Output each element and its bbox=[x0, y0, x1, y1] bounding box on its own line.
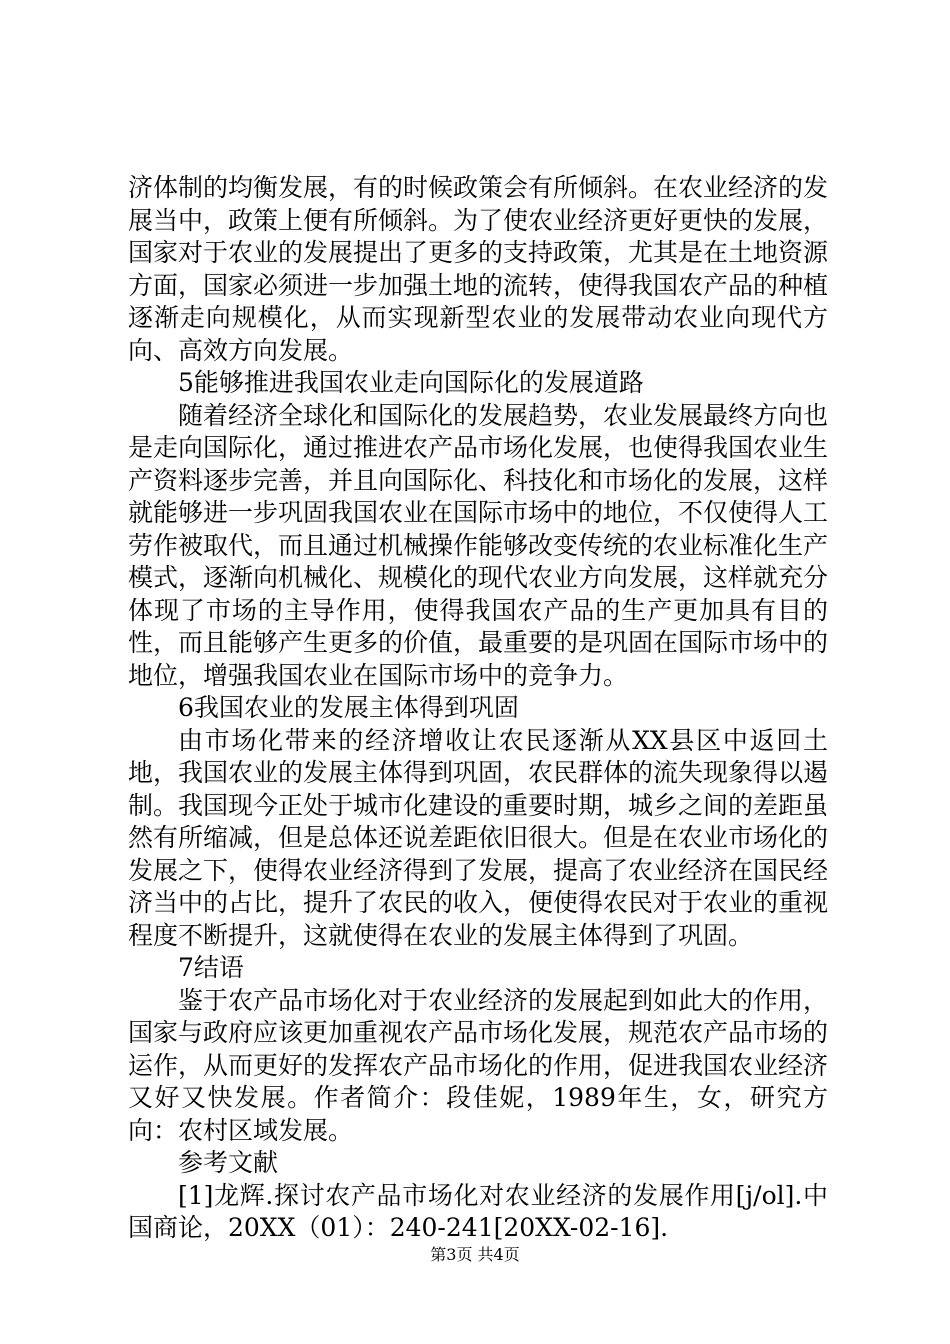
section-heading-5: 5能够推进我国农业走向国际化的发展道路 bbox=[178, 368, 644, 397]
references-heading: 参考文献 bbox=[178, 1148, 279, 1177]
paragraph-policy: 济体制的均衡发展，有的时候政策会有所倾斜。在农业经济的发展当中，政策上便有所倾斜。为了使农业经济更好更快的发展，国家对于农业的发展提出了更多的支持政策，尤其是在土地资源方面，国家必须进一步加强土地的流转，使得我国农产品的种植逐渐走向规模化，从而实现新型农业的发展带动农业向现代方向、高效方向发展。 bbox=[128, 173, 829, 365]
document-body bbox=[128, 172, 828, 1245]
section-heading-6: 6我国农业的发展主体得到巩固 bbox=[178, 693, 519, 722]
paragraph-conclusion: 鉴于农产品市场化对于农业经济的发展起到如此大的作用，国家与政府应该更加重视农产品市场化发展，规范农产品市场的运作，从而更好的发挥农产品市场化的作用，促进我国农业经济又好又快发展。作者简介：段佳妮，1989年生，女，研究方向：农村区域发展。 bbox=[128, 985, 829, 1145]
section-heading-7: 7结语 bbox=[178, 953, 244, 982]
paragraph-development-subject: 由市场化带来的经济增收让农民逐渐从XX县区中返回土地，我国农业的发展主体得到巩固，农民群体的流失现象得以遏制。我国现今正处于城市化建设的重要时期，城乡之间的差距虽然有所缩减，但是总体还说差距依旧很大。但是在农业市场化的发展之下，使得农业经济得到了发展，提高了农业经济在国民经济当中的占比，提升了农民的收入，便使得农民对于农业的重视程度不断提升，这就使得在农业的发展主体得到了巩固。 bbox=[128, 725, 829, 950]
reference-entry-1: [1]龙辉.探讨农产品市场化对农业经济的发展作用[j/ol].中国商论，20XX（01）：240-241[20XX-02-16]. bbox=[128, 1180, 828, 1242]
page-number-footer: 第3页 共4页 bbox=[430, 1245, 520, 1264]
paragraph-internationalization: 随着经济全球化和国际化的发展趋势，农业发展最终方向也是走向国际化，通过推进农产品市场化发展，也使得我国农业生产资料逐步完善，并且向国际化、科技化和市场化的发展，这样就能够进一步巩固我国农业在国际市场中的地位，不仅使得人工劳作被取代，而且通过机械操作能够改变传统的农业标准化生产模式，逐渐向机械化、规模化的现代农业方向发展，这样就充分体现了市场的主导作用，使得我国农产品的生产更加具有目的性，而且能够产生更多的价值，最重要的是巩固在国际市场中的地位，增强我国农业在国际市场中的竞争力。 bbox=[128, 400, 829, 690]
